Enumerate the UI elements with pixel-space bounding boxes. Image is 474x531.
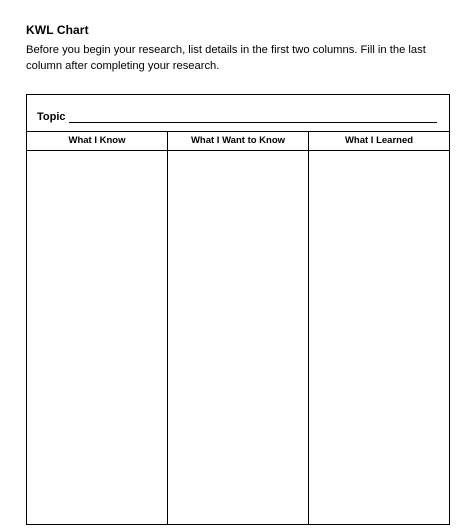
page-title: KWL Chart [26,23,89,37]
topic-label: Topic [37,111,66,123]
kwl-chart-table [26,94,450,525]
instructions-text: Before you begin your research, list details in the first two columns. Fill in the last column after completing your research. [26,44,426,72]
column-header-want-to-know: What I Want to Know [167,132,308,150]
topic-row [27,95,449,131]
column-cell-want-to-know[interactable] [167,151,308,524]
column-header-learned: What I Learned [308,132,449,150]
column-header-know: What I Know [68,135,126,146]
topic-blank-line[interactable] [69,122,437,123]
column-body-row [27,151,449,524]
column-cell-learned[interactable] [308,151,449,524]
column-header-row [27,131,449,151]
column-cell-know[interactable] [27,151,167,524]
